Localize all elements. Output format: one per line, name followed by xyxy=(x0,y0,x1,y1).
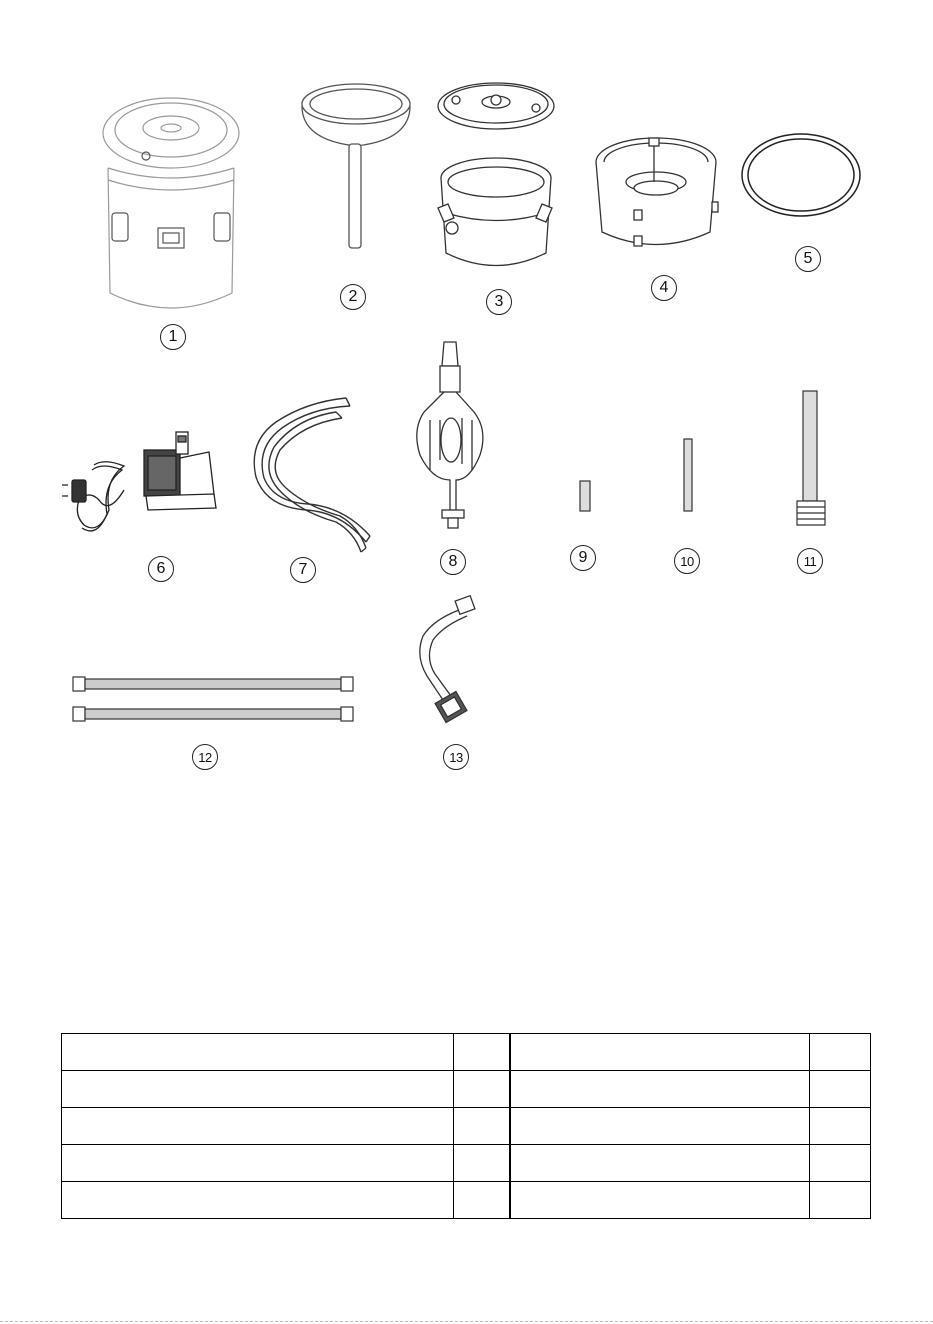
part-number-8: 8 xyxy=(440,549,466,575)
connecting-pipes-icon xyxy=(71,673,356,725)
table-cell xyxy=(454,1034,511,1071)
table-row xyxy=(62,1071,871,1108)
sealing-ring-icon xyxy=(739,131,863,219)
table-cell xyxy=(510,1145,810,1182)
table-cell xyxy=(810,1145,871,1182)
part-12-pipes xyxy=(71,673,356,725)
part-8-airlock xyxy=(410,340,494,536)
table-cell xyxy=(62,1108,454,1145)
table-cell xyxy=(454,1071,511,1108)
part-number-13: 13 xyxy=(443,744,469,770)
table-cell xyxy=(510,1071,810,1108)
table-cell xyxy=(62,1182,454,1219)
part-4-condenser xyxy=(594,132,724,262)
condenser-bowl-icon xyxy=(594,132,724,262)
part-10-medium-rod xyxy=(681,438,695,512)
table-cell xyxy=(62,1145,454,1182)
part-1-barrel xyxy=(96,88,246,318)
table-cell xyxy=(454,1182,511,1219)
part-13-bent-pipe xyxy=(413,596,483,730)
part-number-6: 6 xyxy=(148,556,174,582)
part-2-funnel xyxy=(298,82,414,252)
table-cell xyxy=(810,1108,871,1145)
part-6-pump xyxy=(64,430,224,545)
part-number-12: 12 xyxy=(192,744,218,770)
page-bottom-divider xyxy=(0,1321,933,1322)
table-row xyxy=(62,1034,871,1071)
table-cell xyxy=(810,1071,871,1108)
short-rod-icon xyxy=(578,480,592,512)
table-cell xyxy=(510,1034,810,1071)
table-cell xyxy=(454,1145,511,1182)
fermenter-barrel-icon xyxy=(96,88,246,318)
table-cell xyxy=(510,1108,810,1145)
part-number-5: 5 xyxy=(795,246,821,272)
table-cell xyxy=(510,1182,810,1219)
part-number-10: 10 xyxy=(674,548,700,574)
part-number-3: 3 xyxy=(486,289,512,315)
silicone-hose-icon xyxy=(246,392,376,554)
table-cell xyxy=(810,1182,871,1219)
part-3-pot xyxy=(436,78,564,283)
table-cell xyxy=(62,1071,454,1108)
part-5-ring xyxy=(739,131,863,219)
part-7-hose xyxy=(246,392,376,554)
part-number-2: 2 xyxy=(340,284,366,310)
part-11-thermometer-rod xyxy=(793,389,829,529)
part-number-1: 1 xyxy=(160,324,186,350)
funnel-filter-icon xyxy=(298,82,414,252)
table-cell xyxy=(810,1034,871,1071)
medium-rod-icon xyxy=(681,438,695,512)
water-pump-icon xyxy=(64,430,224,545)
thermometer-rod-icon xyxy=(793,389,829,529)
part-number-9: 9 xyxy=(570,545,596,571)
bent-pipe-icon xyxy=(413,596,483,730)
table-row xyxy=(62,1182,871,1219)
table-row xyxy=(62,1145,871,1182)
pot-with-lid-icon xyxy=(436,78,564,283)
table-row xyxy=(62,1108,871,1145)
airlock-icon xyxy=(410,340,494,536)
part-number-4: 4 xyxy=(651,275,677,301)
part-number-11: 11 xyxy=(797,548,823,574)
table-cell xyxy=(62,1034,454,1071)
parts-table xyxy=(61,1033,871,1219)
table-cell xyxy=(454,1108,511,1145)
part-9-short-rod xyxy=(578,480,592,512)
part-number-7: 7 xyxy=(290,557,316,583)
